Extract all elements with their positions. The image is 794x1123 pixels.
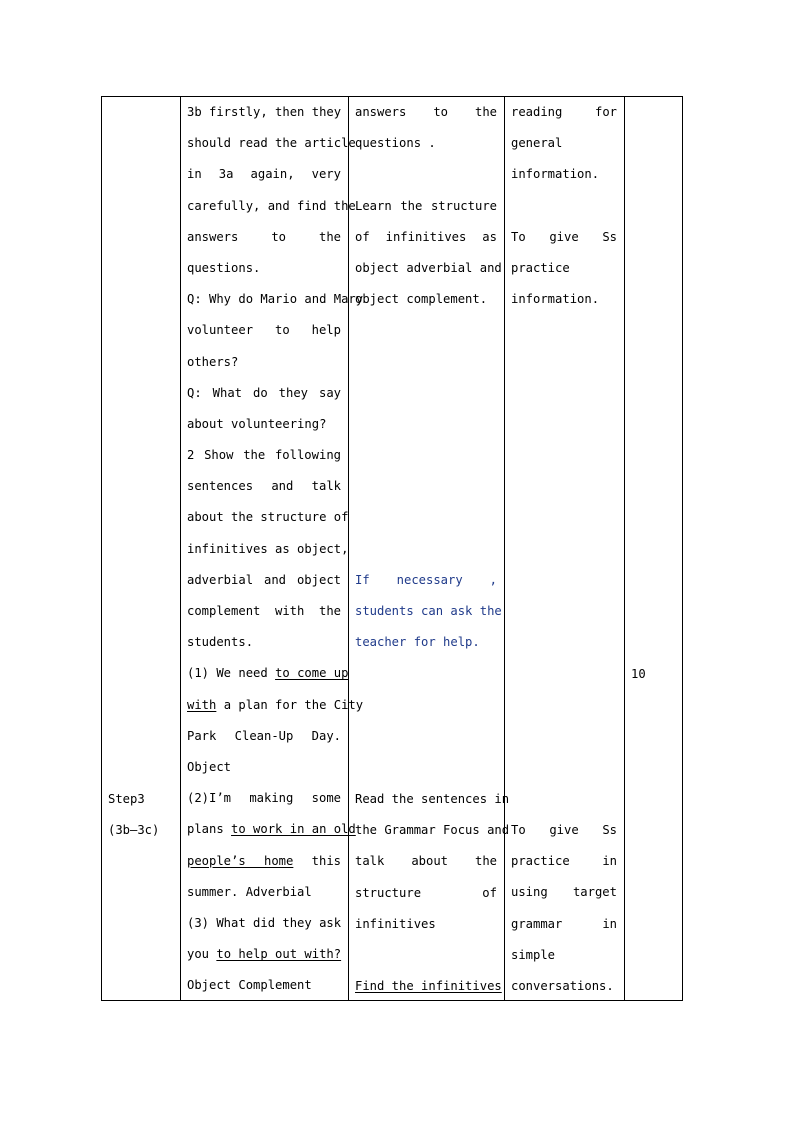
text-line: If necessary , [355,573,497,587]
time-cell [631,659,677,690]
text-line: about the structure of [187,510,349,525]
function-label: summer. Adverbial [187,884,312,899]
step-cell [108,784,174,846]
question-2: Q: What do they say [187,385,341,400]
text-line [187,690,364,721]
text-line: Park Clean-Up Day. [187,728,341,743]
underlined-infinitive: to help out with? [216,947,342,962]
underlined-infinitive: to work in an old [231,822,356,837]
text-line: sentences and talk [187,479,341,494]
text-line: the Grammar Focus and [355,823,510,838]
example-sentence-3: (3) What did they ask [187,915,342,930]
time-minutes: 10 [631,667,646,681]
text-line [187,939,341,970]
text-line: To give Ss [511,823,617,837]
column-divider [504,96,505,1001]
sentence-text: plans [187,822,232,837]
example-sentence-2: (2)I’m making some [187,791,341,806]
text-line: should read the article [187,136,356,151]
text-line: practice in [511,854,617,869]
text-line: talk about the [355,854,497,869]
text-line: general [511,136,563,151]
text-line: carefully, and find the [187,198,356,213]
text-line [187,814,356,845]
sentence-text: a plan for the City [216,697,364,712]
example-sentence-1 [187,658,349,689]
function-label: Object [187,759,232,774]
text-line: simple [511,947,556,962]
text-line: complement with the [187,604,341,618]
text-line: volunteer to help [187,323,341,338]
text-line: using target [511,885,617,900]
text-line: infinitives [355,916,436,931]
text-line: teacher for help. [355,635,480,650]
text-line: answers to the [187,229,341,244]
underlined-infinitive: people’s home [187,853,294,868]
text-line: questions. [187,260,261,275]
text-line: reading for [511,105,617,119]
text-line: object complement. [355,292,488,307]
text-line: practice [511,260,570,275]
text-line: in 3a again, very [187,167,341,182]
text-line: Learn the structure [355,198,497,213]
text-line: 2 Show the following [187,448,341,463]
text-line: information. [511,292,600,307]
text-line: students. [187,635,254,650]
question-1: Q: Why do Mario and Mary [187,292,364,307]
column-divider [624,96,625,1001]
step-range: (3b—3c) [108,823,160,838]
purpose-cell [511,97,617,315]
column-divider [348,96,349,1001]
text-line: object adverbial and [355,260,502,275]
text-line: answers to the [355,105,497,119]
sentence-text: you [187,947,217,962]
text-line: questions . [355,136,436,151]
text-line: students can ask the [355,604,502,619]
text-line: of infinitives as [355,229,497,244]
text-line: 3b firstly, then they [187,105,342,119]
underlined-infinitive: to come up [275,666,349,681]
text-line [187,846,341,877]
text-line: about volunteering? [187,416,327,431]
text-line: To give Ss [511,229,617,244]
text-line: conversations. [511,978,614,993]
text-line: Read the sentences in [355,792,510,806]
student-activity-cell [355,97,502,315]
teacher-activity-cell [187,97,364,1001]
text-line: structure of [355,885,497,900]
step-name: Step3 [108,792,145,806]
sentence-text: this [293,853,342,868]
underlined-infinitive: with [187,697,217,712]
text-line: grammar in [511,916,617,931]
text-line: information. [511,167,600,182]
column-divider [180,96,181,1001]
text-line: infinitives as object, [187,541,349,556]
text-line: others? [187,354,239,369]
text-line: Find the infinitives [355,979,502,994]
function-label: Object Complement [187,978,312,993]
text-line: adverbial and object [187,572,341,587]
purpose-grammar-cell [511,815,617,1002]
student-grammar-task [355,784,510,1002]
student-help-note [355,565,502,659]
sentence-text: (1) We need [187,666,276,681]
